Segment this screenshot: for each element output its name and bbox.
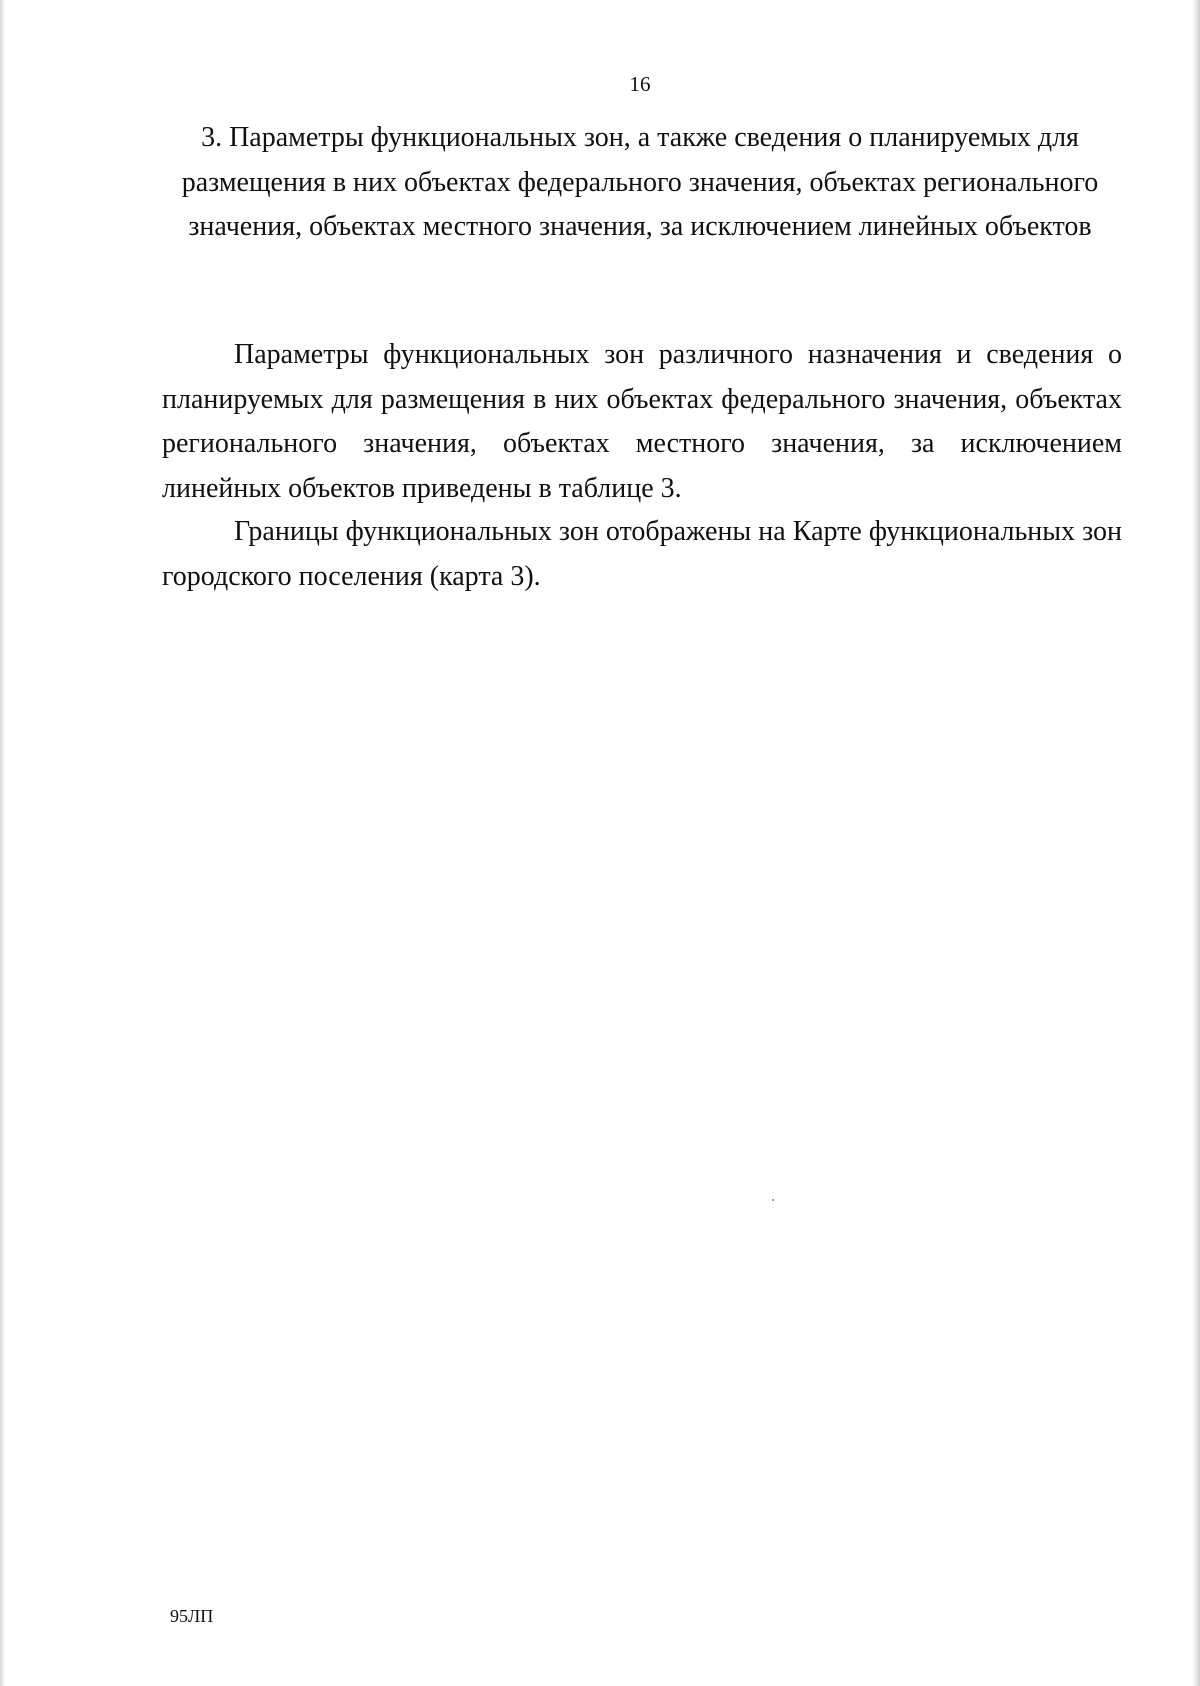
scan-edge-right [1192, 0, 1200, 1686]
scan-speck [772, 1199, 774, 1201]
section-title: 3. Параметры функциональных зон, а также сведения о планируемых для размещения в них объектах федерального значения, объектах регионального значения, объектах местного значения, за исключением линейных объектов [181, 122, 1099, 242]
page-number: 16 [629, 72, 651, 96]
scan-edge-left [0, 0, 6, 1686]
footer-document-code: 95ЛП [170, 1606, 214, 1626]
body-paragraph-2: Границы функциональных зон отображены на Карте функциональных зон городского поселения (карта 3). [162, 516, 1122, 592]
body-paragraph-1: Параметры функциональных зон различного назначения и сведения о планируемых для размещения в них объектах федерального значения, объектах регионального значения, объектах местного значения, за исключением линейных объектов приведены в таблице 3. [162, 339, 1122, 504]
